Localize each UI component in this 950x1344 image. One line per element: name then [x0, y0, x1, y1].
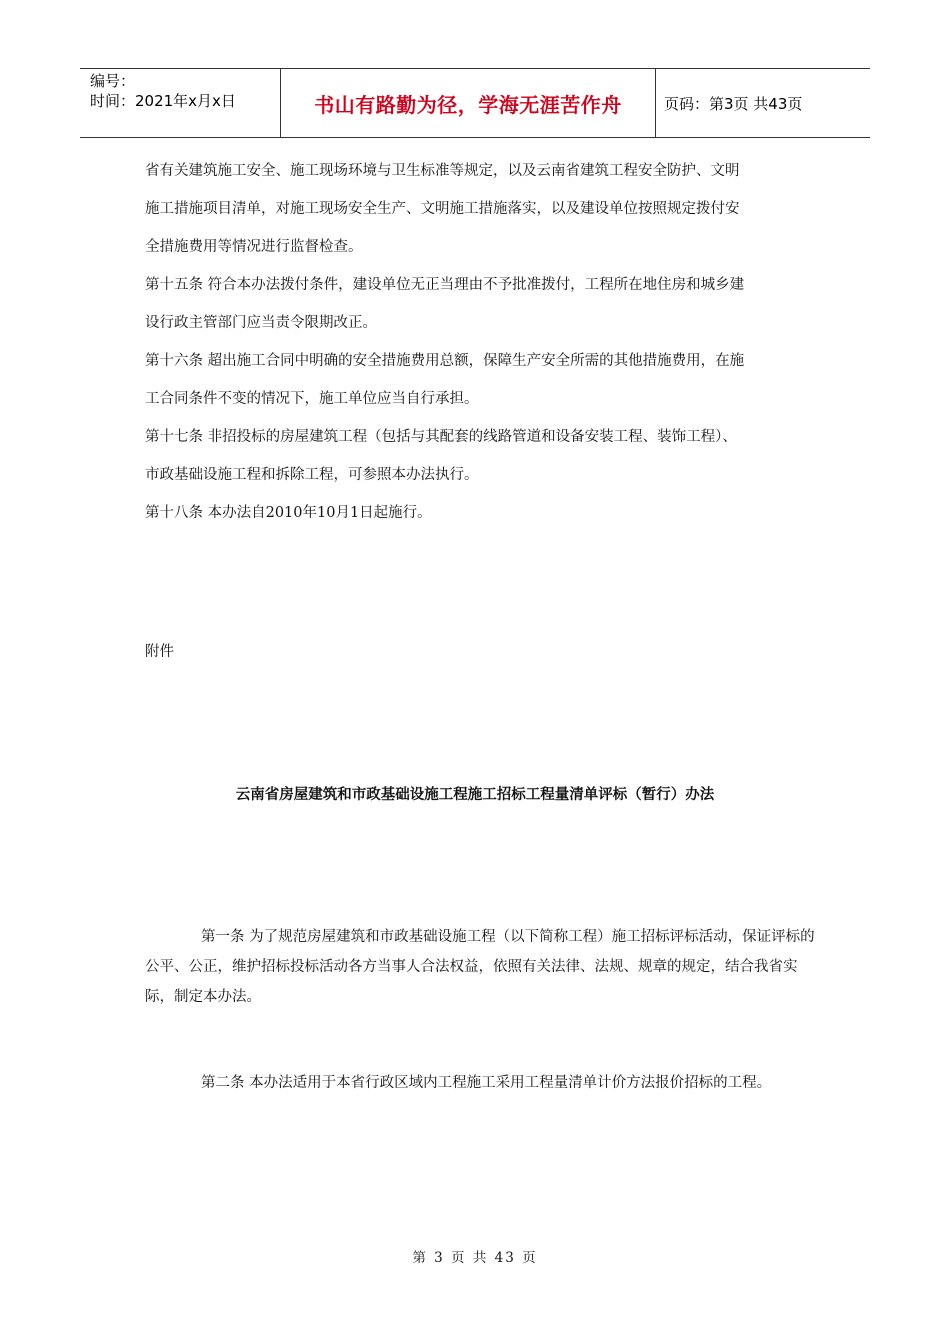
- article-15-line-2: 设行政主管部门应当责令限期改正。: [145, 315, 377, 331]
- body-line-1: 省有关建筑施工安全、施工现场环境与卫生标准等规定，以及云南省建筑工程安全防护、文明: [145, 163, 740, 179]
- article-16-line-2: 工合同条件不变的情况下，施工单位应当自行承担。: [145, 391, 479, 407]
- header-meta-cell: [80, 69, 281, 137]
- article-17-line-2: 市政基础设施工程和拆除工程，可参照本办法执行。: [145, 467, 479, 483]
- body-line-2: 施工措施项目清单，对施工现场安全生产、文明施工措施落实，以及建设单位按照规定拨付安: [145, 201, 740, 217]
- body-text: [145, 152, 815, 532]
- article-1: 第一条 为了规范房屋建筑和市政基础设施工程（以下简称工程）施工招标评标活动，保证评标的公平、公正，维护招标投标活动各方当事人合法权益，依照有关法律、法规、规章的规定，结合我省实际，制定本办法。: [145, 929, 815, 1005]
- header-page-info: 页码：第3页 共43页: [664, 94, 803, 113]
- code-label: 编号：: [90, 72, 136, 90]
- article-16-line-1: 第十六条 超出施工合同中明确的安全措施费用总额，保障生产安全所需的其他措施费用，在施: [145, 353, 745, 369]
- article-18: 第十八条 本办法自2010年10月1日起施行。: [145, 505, 432, 521]
- page-footer: 第 3 页 共 43 页: [412, 1250, 538, 1266]
- document-title: 云南省房屋建筑和市政基础设施工程施工招标工程量清单评标（暂行）办法: [235, 787, 715, 803]
- article-17-line-1: 第十七条 非招投标的房屋建筑工程（包括与其配套的线路管道和设备安装工程、装饰工程）、: [145, 429, 737, 445]
- time-label: 时间：2021年x月x日: [90, 92, 236, 110]
- document-header: [80, 68, 870, 138]
- header-motto: 书山有路勤为径，学海无涯苦作舟: [281, 69, 656, 137]
- article-2: 第二条 本办法适用于本省行政区域内工程施工采用工程量清单计价方法报价招标的工程。: [201, 1075, 772, 1091]
- annex-label: 附件: [145, 644, 174, 660]
- article-15-line-1: 第十五条 符合本办法拨付条件，建设单位无正当理由不予批准拨付，工程所在地住房和城乡建: [145, 277, 745, 293]
- body-line-3: 全措施费用等情况进行监督检查。: [145, 239, 363, 255]
